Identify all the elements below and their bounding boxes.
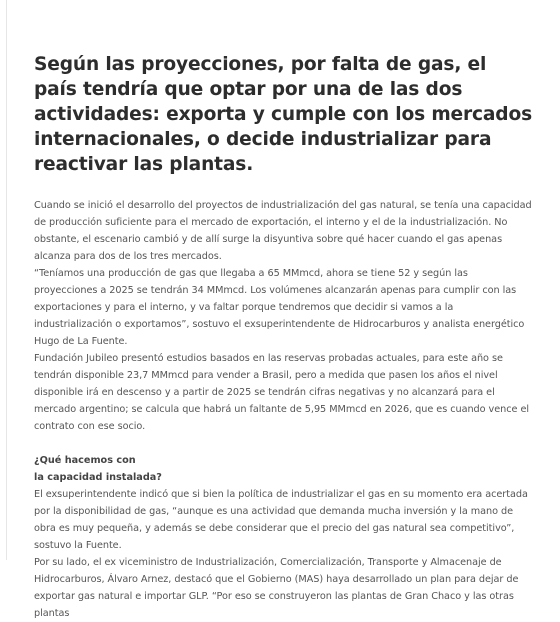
article-headline: Según las proyecciones, por falta de gas, el país tendría que optar por una de las dos actividades: exporta y cumple con los mercados internacionales, o decide industrializar para reactivar las plantas.	[34, 54, 533, 175]
paragraph-spacer	[34, 435, 534, 452]
news-article	[34, 52, 534, 622]
page-left-border	[6, 0, 7, 560]
subheading-line-1: ¿Qué hacemos con	[34, 455, 136, 466]
article-subheading	[34, 452, 534, 486]
subheading-line-2: la capacidad instalada?	[34, 472, 162, 483]
article-paragraph-1: Cuando se inició el desarrollo del proyectos de industrialización del gas natural, se tenía una capacidad de producción suficiente para el mercado de exportación, el interno y el de la industrialización. No obstante, el escenario cambió y de allí surge la disyuntiva sobre qué hacer cuando el gas apenas alcanza para dos de los tres mercados.	[34, 200, 532, 262]
article-paragraph-2-quote: “Teníamos una producción de gas que llegaba a 65 MMmcd, ahora se tiene 52 y según las proyecciones a 2025 se tendrán 34 MMmcd. Los volúmenes alcanzarán apenas para cumplir con las exportaciones y para el interno, y va faltar porque tendremos que decidir si vamos a la industrialización o exportamos”, sostuvo el exsuperintendente de Hidrocarburos y analista energético Hugo de La Fuente.	[34, 268, 525, 347]
article-paragraph-3: Fundación Jubileo presentó estudios basados en las reservas probadas actuales, para este año se tendrán disponible 23,7 MMmcd para vender a Brasil, pero a medida que pasen los años el nivel disponible irá en descenso y a partir de 2025 se tendrán cifras negativas y no alcanzará para el mercado argentino; se calcula que habrá un faltante de 5,95 MMmcd en 2026, que es cuando vence el contrato con ese socio.	[34, 353, 530, 432]
article-paragraph-4: El exsuperintendente indicó que si bien la política de industrializar el gas en su momento era acertada por la disponibilidad de gas, “aunque es una actividad que demanda mucha inversión y la mano de obra es muy pequeña, y además se debe considerar que el precio del gas natural sea competitivo”, sostuvo la Fuente.	[34, 489, 528, 551]
article-paragraph-5: Por su lado, el ex viceministro de Industrialización, Comercialización, Transporte y Almacenaje de Hidrocarburos, Álvaro Arnez, destacó que el Gobierno (MAS) haya desarrollado un plan para dejar de exportar gas natural e importar GLP. “Por eso se construyeron las plantas de Gran Chaco y las otras plantas	[34, 557, 519, 619]
